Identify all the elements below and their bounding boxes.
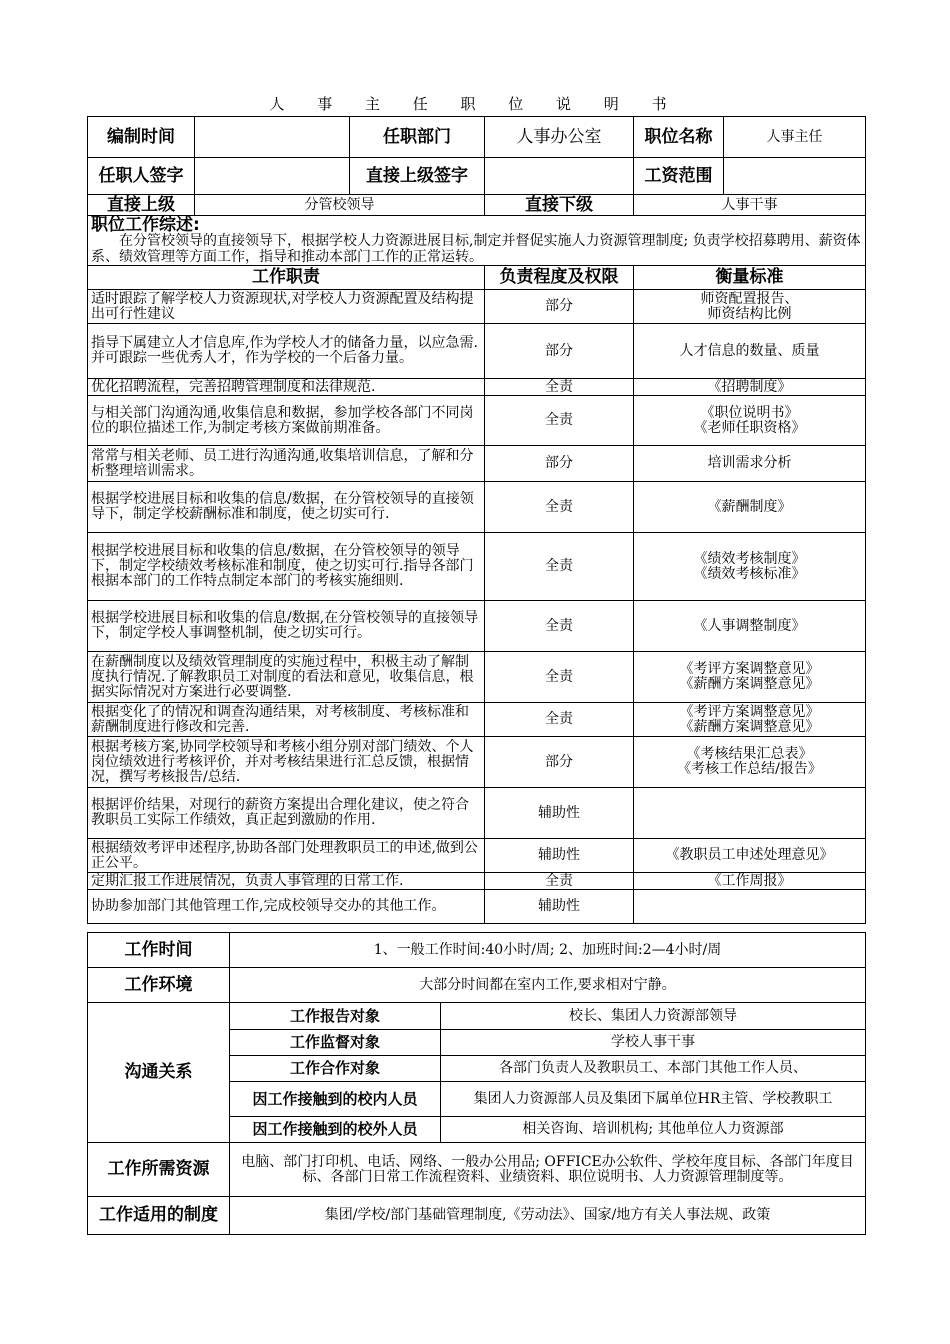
duty-cell: 优化招聘流程，完善招聘管理制度和法律规范. bbox=[88, 379, 485, 396]
level-header: 负责程度及权限 bbox=[485, 266, 634, 290]
worktime-label: 工作时间 bbox=[88, 933, 230, 968]
comm-label-2: 工作合作对象 bbox=[230, 1056, 441, 1082]
standard-cell: 人才信息的数量、质量 bbox=[634, 324, 866, 379]
xiaji-value: 人事干事 bbox=[634, 195, 866, 216]
standard-cell bbox=[634, 788, 866, 839]
standard-cell: 《考评方案调整意见》 《薪酬方案调整意见》 bbox=[634, 703, 866, 737]
standard-cell: 《招聘制度》 bbox=[634, 379, 866, 396]
env-value: 大部分时间都在室内工作,要求相对宁静。 bbox=[230, 968, 866, 1003]
table-row bbox=[88, 379, 866, 396]
shangji-sign-value bbox=[485, 158, 634, 195]
standard-header: 衡量标准 bbox=[634, 266, 866, 290]
level-cell: 全责 bbox=[485, 703, 634, 737]
table-row bbox=[88, 396, 866, 446]
bianzhi-label: 编制时间 bbox=[88, 117, 195, 158]
duty-cell: 根据学校进展目标和收集的信息/数据，在分管校领导的领导下，制定学校绩效考核标准和制度，使之切实可行.指导各部门根据本部门的工作特点制定本部门的考核实施细则. bbox=[88, 533, 485, 601]
level-cell: 全责 bbox=[485, 533, 634, 601]
level-cell: 部分 bbox=[485, 324, 634, 379]
table-row bbox=[88, 482, 866, 533]
document-title: 人 事 主 任 职 位 说 明 书 bbox=[269, 95, 681, 113]
table-row bbox=[88, 873, 866, 890]
level-cell: 辅助性 bbox=[485, 839, 634, 873]
summary-label: 职位工作综述: bbox=[91, 215, 200, 235]
comm-value-4: 相关咨询、培训机构; 其他单位人力资源部 bbox=[441, 1117, 866, 1143]
level-cell: 全责 bbox=[485, 873, 634, 890]
table-row bbox=[88, 446, 866, 482]
level-cell: 部分 bbox=[485, 446, 634, 482]
standard-cell: 《职位说明书》 《老师任职资格》 bbox=[634, 396, 866, 446]
duty-cell: 根据评价结果，对现行的薪资方案提出合理化建议，使之符合教职员工实际工作绩效，真正起到激励的作用. bbox=[88, 788, 485, 839]
renzhiren-label: 任职人签字 bbox=[88, 158, 195, 195]
level-cell: 辅助性 bbox=[485, 788, 634, 839]
level-cell: 辅助性 bbox=[485, 890, 634, 924]
summary-text: 在分管校领导的直接领导下，根据学校人力资源进展目标,制定并督促实施人力资源管理制度; 负责学校招募聘用、薪资体系、绩效管理等方面工作，指导和推动本部门工作的正常运转。 bbox=[91, 233, 861, 265]
level-cell: 全责 bbox=[485, 601, 634, 652]
duty-cell: 定期汇报工作进展情况，负责人事管理的日常工作. bbox=[88, 873, 485, 890]
standard-cell: 《考核结果汇总表》 《考核工作总结/报告》 bbox=[634, 737, 866, 788]
duty-cell: 根据学校进展目标和收集的信息/数据,在分管校领导的直接领导下，制定学校人事调整机制，使之切实可行。 bbox=[88, 601, 485, 652]
table-row bbox=[88, 601, 866, 652]
level-cell: 部分 bbox=[485, 290, 634, 324]
zhiwei-value: 人事主任 bbox=[724, 117, 866, 158]
table-row bbox=[88, 324, 866, 379]
duty-cell: 协助参加部门其他管理工作,完成校领导交办的其他工作。 bbox=[88, 890, 485, 924]
shangji-label: 直接上级 bbox=[88, 195, 195, 216]
comm-value-3: 集团人力资源部人员及集团下属单位HR主管、学校教职工 bbox=[441, 1082, 866, 1117]
table-row bbox=[88, 839, 866, 873]
table-row bbox=[88, 290, 866, 324]
table-row bbox=[88, 890, 866, 924]
comm-label-4: 因工作接触到的校外人员 bbox=[230, 1117, 441, 1143]
comm-value-0: 校长、集团人力资源部领导 bbox=[441, 1003, 866, 1030]
level-cell: 部分 bbox=[485, 737, 634, 788]
level-cell: 全责 bbox=[485, 482, 634, 533]
comm-label-3: 因工作接触到的校内人员 bbox=[230, 1082, 441, 1117]
duty-cell: 根据学校进展目标和收集的信息/数据，在分管校领导的直接领导下，制定学校薪酬标准和制度，使之切实可行. bbox=[88, 482, 485, 533]
rules-label: 工作适用的制度 bbox=[88, 1197, 230, 1235]
comm-value-1: 学校人事干事 bbox=[441, 1030, 866, 1056]
xiaji-label: 直接下级 bbox=[485, 195, 634, 216]
shangji-sign-label: 直接上级签字 bbox=[350, 158, 485, 195]
table-row bbox=[88, 703, 866, 737]
renzhiren-value bbox=[195, 158, 350, 195]
duty-cell: 根据考核方案,协同学校领导和考核小组分别对部门绩效、个人岗位绩效进行考核评价，并对考核结果进行汇总反馈，根据情况，撰写考核报告/总结. bbox=[88, 737, 485, 788]
standard-cell: 《考评方案调整意见》 《薪酬方案调整意见》 bbox=[634, 652, 866, 703]
comm-value-2: 各部门负责人及教职员工、本部门其他工作人员、 bbox=[441, 1056, 866, 1082]
duty-header: 工作职责 bbox=[88, 266, 485, 290]
zhiwei-label: 职位名称 bbox=[634, 117, 724, 158]
gongzi-value bbox=[724, 158, 866, 195]
standard-cell: 《工作周报》 bbox=[634, 873, 866, 890]
standard-cell: 《教职员工申述处理意见》 bbox=[634, 839, 866, 873]
duty-cell: 适时跟踪了解学校人力资源现状,对学校人力资源配置及结构提出可行性建议 bbox=[88, 290, 485, 324]
rules-value: 集团/学校/部门基础管理制度,《劳动法》、国家/地方有关人事法规、政策 bbox=[230, 1197, 866, 1235]
duty-cell: 与相关部门沟通沟通,收集信息和数据，参加学校各部门不同岗位的职位描述工作,为制定考核方案做前期准备。 bbox=[88, 396, 485, 446]
standard-cell: 《薪酬制度》 bbox=[634, 482, 866, 533]
comm-label-0: 工作报告对象 bbox=[230, 1003, 441, 1030]
resources-label: 工作所需资源 bbox=[88, 1143, 230, 1197]
level-cell: 全责 bbox=[485, 652, 634, 703]
standard-cell bbox=[634, 890, 866, 924]
standard-cell: 《人事调整制度》 bbox=[634, 601, 866, 652]
table-row bbox=[88, 652, 866, 703]
standard-cell: 培训需求分析 bbox=[634, 446, 866, 482]
comm-label-1: 工作监督对象 bbox=[230, 1030, 441, 1056]
standard-cell: 师资配置报告、 师资结构比例 bbox=[634, 290, 866, 324]
table-row bbox=[88, 533, 866, 601]
worktime-value: 1、一般工作时间:40小时/周; 2、加班时间:2—4小时/周 bbox=[230, 933, 866, 968]
renzhi-bumen-label: 任职部门 bbox=[350, 117, 485, 158]
table-row bbox=[88, 737, 866, 788]
gongzi-label: 工资范围 bbox=[634, 158, 724, 195]
renzhi-bumen-value: 人事办公室 bbox=[485, 117, 634, 158]
shangji-value: 分管校领导 bbox=[195, 195, 485, 216]
duty-cell: 根据变化了的情况和调查沟通结果，对考核制度、考核标准和薪酬制度进行修改和完善. bbox=[88, 703, 485, 737]
level-cell: 全责 bbox=[485, 396, 634, 446]
duty-cell: 根据绩效考评申述程序,协助各部门处理教职员工的申述,做到公正公平。 bbox=[88, 839, 485, 873]
duty-cell: 常常与相关老师、员工进行沟通沟通,收集培训信息，了解和分析整理培训需求。 bbox=[88, 446, 485, 482]
env-label: 工作环境 bbox=[88, 968, 230, 1003]
bianzhi-value bbox=[195, 117, 350, 158]
job-description-table bbox=[87, 116, 866, 924]
duty-cell: 指导下属建立人才信息库,作为学校人才的储备力量，以应急需.并可跟踪一些优秀人才，作为学校的一个后备力量。 bbox=[88, 324, 485, 379]
resources-value: 电脑、部门打印机、电话、网络、一般办公用品; OFFICE办公软件、学校年度目标、各部门年度目标、各部门日常工作流程资料、业绩资料、职位说明书、人力资源管理制度等。 bbox=[230, 1143, 866, 1197]
comm-label: 沟通关系 bbox=[88, 1003, 230, 1143]
table-row bbox=[88, 788, 866, 839]
duty-cell: 在薪酬制度以及绩效管理制度的实施过程中，积极主动了解制度执行情况.了解教职员工对制度的看法和意见，收集信息，根据实际情况对方案进行必要调整. bbox=[88, 652, 485, 703]
level-cell: 全责 bbox=[485, 379, 634, 396]
bottom-table bbox=[87, 932, 866, 1235]
standard-cell: 《绩效考核制度》 《绩效考核标准》 bbox=[634, 533, 866, 601]
